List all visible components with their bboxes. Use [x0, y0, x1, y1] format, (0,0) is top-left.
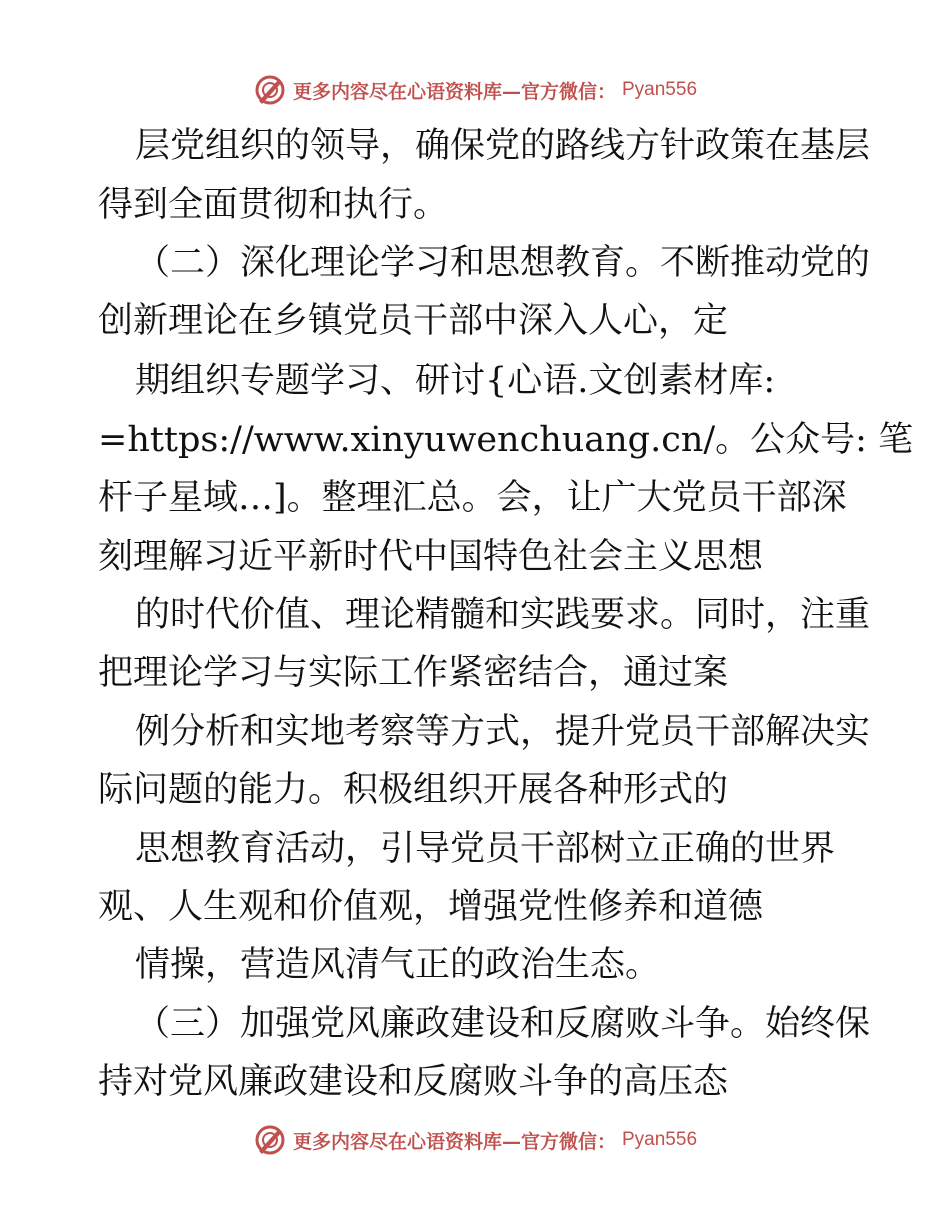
text-line: （三）加强党风廉政建设和反腐败斗争。始终保	[135, 1004, 871, 1044]
text-line: 思想教育活动，引导党员干部树立正确的世界	[135, 829, 836, 869]
text-line: 期组织专题学习、研讨{心语.文创素材库:	[135, 361, 776, 401]
header-banner	[0, 70, 950, 110]
text-line: 杆子星域…]。整理汇总。会，让广大党员干部深	[98, 478, 847, 518]
wechat-id: Pyan556	[622, 1129, 698, 1150]
text-line: 持对党风廉政建设和反腐败斗争的高压态	[98, 1062, 729, 1102]
wechat-id: Pyan556	[622, 79, 698, 100]
text-line: 把理论学习与实际工作紧密结合，通过案	[98, 653, 729, 693]
text-line: 刻理解习近平新时代中国特色社会主义思想	[98, 537, 764, 577]
footer-banner	[0, 1120, 950, 1160]
pen-logo-icon	[253, 73, 287, 107]
text-line: 观、人生观和价值观，增强党性修养和道德	[98, 887, 764, 927]
text-line: 例分析和实地考察等方式，提升党员干部解决实	[135, 712, 871, 752]
banner-text: 更多内容尽在心语资料库—官方微信：	[292, 80, 616, 103]
text-line: 的时代价值、理论精髓和实践要求。同时，注重	[135, 595, 871, 635]
banner-text: 更多内容尽在心语资料库—官方微信：	[292, 1130, 616, 1153]
text-line: 际问题的能力。积极组织开展各种形式的	[98, 770, 729, 810]
text-line: =https://www.xinyuwenchuang.cn/。公众号: 笔	[98, 420, 914, 460]
text-line: 创新理论在乡镇党员干部中深入人心，定	[98, 301, 729, 341]
text-line: 情操，营造风清气正的政治生态。	[135, 945, 661, 985]
text-line: 层党组织的领导，确保党的路线方针政策在基层	[135, 126, 871, 166]
pen-logo-icon	[253, 1123, 287, 1157]
text-line: 得到全面贯彻和执行。	[98, 185, 449, 225]
text-line: （二）深化理论学习和思想教育。不断推动党的	[135, 243, 871, 283]
